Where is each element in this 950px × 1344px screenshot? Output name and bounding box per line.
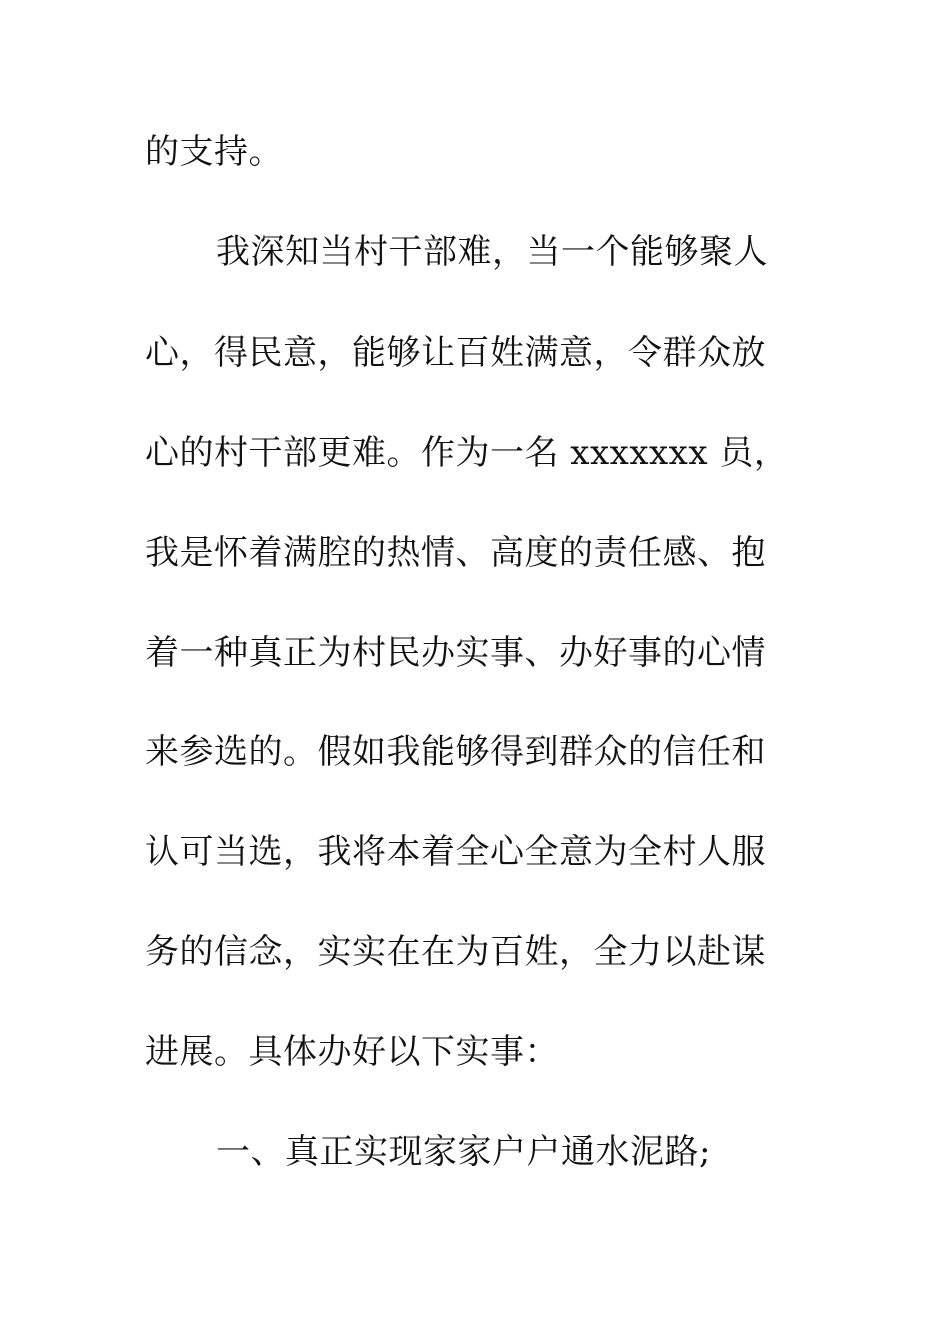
text-line: 的支持。 (145, 132, 283, 172)
text-line: 心的村干部更难。作为一名 xxxxxxx 员， (145, 433, 789, 473)
text-line: 进展。具体办好以下实事： (145, 1032, 559, 1072)
text-line: 我是怀着满腔的热情、高度的责任感、抱 (145, 533, 766, 573)
list-item-line: 一、真正实现家家户户通水泥路; (216, 1132, 711, 1172)
text-line: 认可当选，我将本着全心全意为全村人服 (145, 832, 766, 872)
text-line: 来参选的。假如我能够得到群众的信任和 (145, 732, 766, 772)
text-line: 着一种真正为村民办实事、办好事的心情 (145, 633, 766, 673)
paragraph-first-line: 我深知当村干部难，当一个能够聚人 (216, 232, 768, 272)
text-line: 心，得民意，能够让百姓满意，令群众放 (145, 333, 766, 373)
text-line: 务的信念，实实在在为百姓，全力以赴谋 (145, 932, 766, 972)
